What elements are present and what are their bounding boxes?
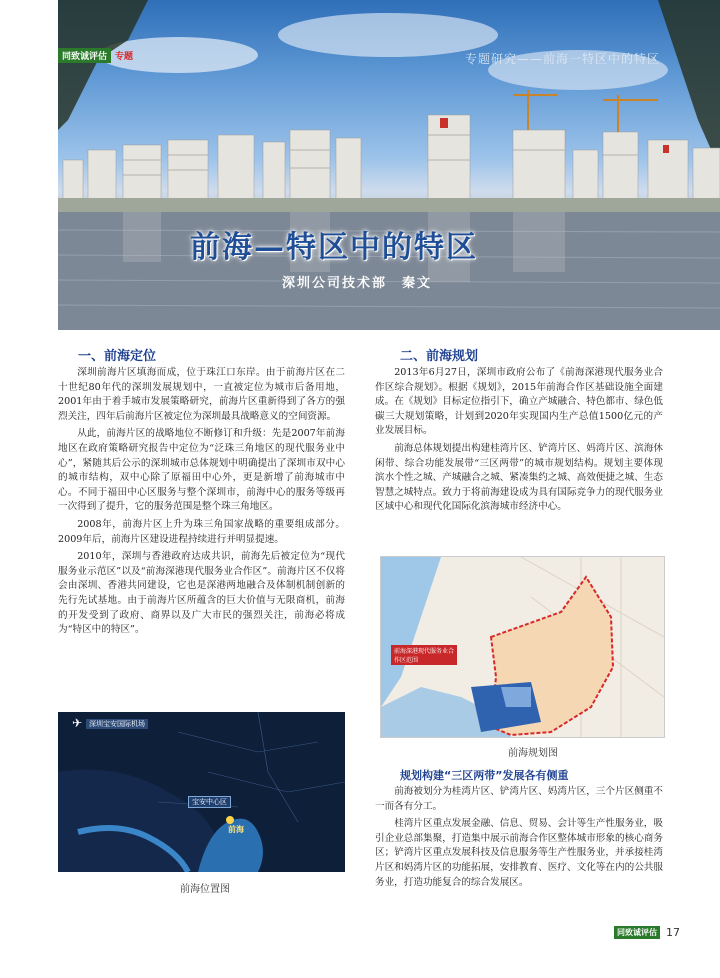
running-header: 专题研究——前海一特区中的特区 [464, 52, 660, 66]
map-label-qianhai: 前海 [228, 825, 244, 834]
subsection-heading: 规划构建“三区两带”发展各有侧重 [400, 769, 569, 782]
paragraph: 2008年，前海片区上升为珠三角国家战略的重要组成部分。2009年后，前海片区建设进程持续进行并明显提速。 [58, 518, 345, 545]
paragraph: 2010年，深圳与香港政府达成共识，前海先后被定位为“现代服务业示范区”以及“前海深港现代服务业合作区”。前海片区不仅将会由深圳、香港共同建设，它也是深港两地融合及体制机制创新的先行先试基地。由于前海片区所蕴含的巨大价值与无限商机，前海的开发受到了政府、商界以及广大市民的强烈关注，前海必将成为“特区中的特区”。 [58, 551, 345, 636]
right-column-text [375, 366, 663, 518]
section-heading-positioning: 一、前海定位 [78, 349, 157, 364]
paragraph: 深圳前海片区填海而成，位于珠江口东岸。由于前海片区在二十世纪80年代的深圳发展规划中，一直被定位为城市后备用地，2001年由于着手城市发展策略研究，前海片区重新得到了各方的强烈关注，四年后前海片区被定位为深圳最具战略意义的空间资源。 [58, 367, 345, 422]
footer-logo: 同致诚评估 [614, 926, 660, 939]
logo-extra: 专题 [115, 51, 134, 62]
paragraph: 桂湾片区重点发展金融、信息、贸易、会计等生产性服务业，吸引企业总部集聚，打造集中展示前海合作区整体城市形象的核心商务区；铲湾片区重点发展科技及信息服务等生产性服务业，并承接桂湾片区和妈湾片区的功能拓展，安排教育、医疗、文化等在内的公共服务业，打造功能复合的综合发展区。 [375, 818, 663, 888]
location-map [58, 712, 345, 872]
page-footer [614, 926, 680, 939]
location-map-graphic [58, 712, 345, 872]
article-title: 前海—特区中的特区 [190, 230, 478, 265]
airport-icon: ✈ [72, 716, 83, 730]
article-author: 深圳公司技术部 秦文 [282, 276, 433, 291]
logo-text: 同致诚评估 [58, 48, 111, 63]
left-column-text [58, 366, 345, 641]
page-number: 17 [666, 926, 680, 939]
plan-map-label: 前海深港现代服务业合作区范围 [391, 645, 457, 665]
section-heading-planning: 二、前海规划 [400, 349, 479, 364]
map-label-airport: 深圳宝安国际机场 [86, 719, 148, 729]
paragraph: 前海被划分为桂湾片区、铲湾片区、妈湾片区，三个片区侧重不一而各有分工。 [375, 786, 663, 812]
paragraph: 2013年6月27日，深圳市政府公布了《前海深港现代服务业合作区综合规划》。根据《规划》，2015年前海合作区基础设施全面建成。在《规划》目标定位指引下，确立产城融合、特色都市、绿色低碳三大规划策略，计划到2020年实现国内生产总值1500亿元的产业发展目标。 [375, 367, 663, 437]
right-column-text-2 [375, 785, 663, 893]
magazine-logo [58, 48, 133, 62]
plan-caption: 前海规划图 [508, 748, 558, 759]
paragraph: 从此，前海片区的战略地位不断修订和升级：先是2007年前海地区在政府策略研究报告中定位为“泛珠三角地区的现代服务业中心”，紧随其后公示的深圳城市总体规划中明确提出了深圳市双中心的城市结构，双中心除了原福田中心外，更是新增了前海城市中心。不同于福田中心区服务与整个深圳市，前海中心的服务等级再一次得到了提升，它的服务范围是整个珠三角地区。 [58, 428, 345, 513]
paragraph: 前海总体规划提出构建桂湾片区、铲湾片区、妈湾片区、滨海休闲带、综合功能发展带“三区两带”的城市规划结构。规划主要体现滨水个性之城、产城融合之城、紧凑集约之城、高效便捷之城、生态智慧之城特点。致力于将前海建设成为具有国际竞争力的现代服务业区域中心和现代化国际化滨海城市经济中心。 [375, 442, 663, 513]
planning-map [380, 556, 665, 738]
map-label-center: 宝安中心区 [188, 796, 231, 808]
map-caption: 前海位置图 [180, 884, 230, 895]
